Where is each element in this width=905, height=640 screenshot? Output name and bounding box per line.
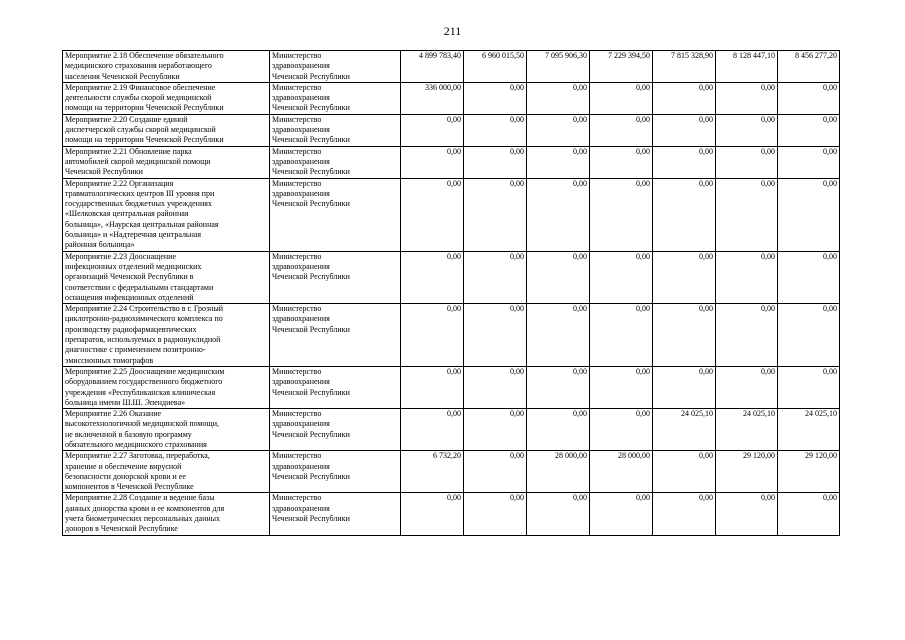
funding-value-cell: 0,00 <box>401 366 464 408</box>
executor-cell: Министерство здравоохранения Чеченской Республики <box>270 304 401 367</box>
funding-value-cell: 0,00 <box>464 493 527 535</box>
measure-name-cell: Мероприятие 2.21 Обновление парка автомобилей скорой медицинской помощи Чеченской Республики <box>63 146 270 178</box>
funding-value-cell: 24 025,10 <box>778 409 840 451</box>
funding-value-cell: 0,00 <box>716 304 778 367</box>
table-row <box>63 304 840 367</box>
executor-cell: Министерство здравоохранения Чеченской Республики <box>270 409 401 451</box>
funding-value-cell: 0,00 <box>464 251 527 303</box>
table-row <box>63 451 840 493</box>
funding-value-cell: 0,00 <box>653 304 716 367</box>
funding-value-cell: 0,00 <box>778 114 840 146</box>
table-row <box>63 114 840 146</box>
funding-value-cell: 0,00 <box>716 178 778 251</box>
measure-name-cell: Мероприятие 2.25 Дооснащение медицинским оборудованием государственного бюджетного учреждения «Республиканская клиническая больница имени Ш.Ш. Эпендиева» <box>63 366 270 408</box>
funding-value-cell: 6 732,20 <box>401 451 464 493</box>
table-row <box>63 82 840 114</box>
table-row <box>63 178 840 251</box>
budget-table <box>62 50 840 536</box>
funding-value-cell: 0,00 <box>464 451 527 493</box>
funding-value-cell: 0,00 <box>464 304 527 367</box>
measure-name-cell: Мероприятие 2.28 Создание и ведение базы данных донорства крови и ее компонентов для учета биометрических персональных данных доноров в Чеченской Республике <box>63 493 270 535</box>
funding-value-cell: 0,00 <box>401 251 464 303</box>
funding-value-cell: 0,00 <box>653 251 716 303</box>
funding-value-cell: 0,00 <box>653 82 716 114</box>
funding-value-cell: 0,00 <box>653 146 716 178</box>
funding-value-cell: 0,00 <box>590 178 653 251</box>
funding-value-cell: 24 025,10 <box>653 409 716 451</box>
funding-value-cell: 0,00 <box>590 304 653 367</box>
measure-name-cell: Мероприятие 2.24 Строительство в г. Грозный циклотронно-радиохимического комплекса по производству радиофармацевтических препаратов, используемых в радионуклидной диагностике с применением позитронно- эмиссионных томографов <box>63 304 270 367</box>
measure-name-cell: Мероприятие 2.19 Финансовое обеспечение деятельности службы скорой медицинской помощи на территории Чеченской Республики <box>63 82 270 114</box>
funding-value-cell: 24 025,10 <box>716 409 778 451</box>
funding-value-cell: 8 456 277,20 <box>778 51 840 83</box>
funding-value-cell: 29 120,00 <box>716 451 778 493</box>
table-row <box>63 146 840 178</box>
measure-name-cell: Мероприятие 2.23 Дооснащение инфекционных отделений медицинских организаций Чеченской Республики в соответствии с федеральными стандартами оснащения инфекционных отделений <box>63 251 270 303</box>
funding-value-cell: 0,00 <box>527 251 590 303</box>
executor-cell: Министерство здравоохранения Чеченской Республики <box>270 146 401 178</box>
funding-value-cell: 0,00 <box>590 82 653 114</box>
executor-cell: Министерство здравоохранения Чеченской Республики <box>270 366 401 408</box>
funding-value-cell: 0,00 <box>527 178 590 251</box>
funding-value-cell: 0,00 <box>464 178 527 251</box>
measure-name-cell: Мероприятие 2.27 Заготовка, переработка, хранение и обеспечение вирусной безопасности донорской крови и ее компонентов в Чеченской Республике <box>63 451 270 493</box>
funding-value-cell: 0,00 <box>527 304 590 367</box>
funding-value-cell: 0,00 <box>590 251 653 303</box>
funding-value-cell: 0,00 <box>716 82 778 114</box>
funding-value-cell: 7 815 328,90 <box>653 51 716 83</box>
funding-value-cell: 0,00 <box>401 146 464 178</box>
funding-value-cell: 0,00 <box>653 366 716 408</box>
funding-value-cell: 0,00 <box>590 493 653 535</box>
funding-value-cell: 0,00 <box>778 304 840 367</box>
measure-name-cell: Мероприятие 2.20 Создание единой диспетчерской службы скорой медицинской помощи на территории Чеченской Республики <box>63 114 270 146</box>
funding-value-cell: 28 000,00 <box>527 451 590 493</box>
funding-value-cell: 0,00 <box>527 82 590 114</box>
funding-value-cell: 0,00 <box>464 82 527 114</box>
table-row <box>63 366 840 408</box>
measure-name-cell: Мероприятие 2.26 Оказание высокотехнологичной медицинской помощи, не включенной в базовую программу обязательного медицинского страхования <box>63 409 270 451</box>
funding-value-cell: 0,00 <box>716 366 778 408</box>
funding-value-cell: 0,00 <box>653 451 716 493</box>
funding-value-cell: 0,00 <box>401 409 464 451</box>
funding-value-cell: 0,00 <box>778 493 840 535</box>
measure-name-cell: Мероприятие 2.18 Обеспечение обязательного медицинского страхования неработающего населения Чеченской Республики <box>63 51 270 83</box>
executor-cell: Министерство здравоохранения Чеченской Республики <box>270 451 401 493</box>
funding-value-cell: 0,00 <box>401 178 464 251</box>
funding-value-cell: 4 899 783,40 <box>401 51 464 83</box>
funding-value-cell: 0,00 <box>653 178 716 251</box>
table-row <box>63 493 840 535</box>
funding-value-cell: 0,00 <box>778 178 840 251</box>
funding-value-cell: 0,00 <box>527 146 590 178</box>
funding-value-cell: 336 000,00 <box>401 82 464 114</box>
funding-value-cell: 0,00 <box>590 146 653 178</box>
funding-value-cell: 0,00 <box>778 146 840 178</box>
funding-value-cell: 0,00 <box>464 114 527 146</box>
funding-value-cell: 0,00 <box>464 409 527 451</box>
funding-value-cell: 0,00 <box>778 251 840 303</box>
funding-value-cell: 0,00 <box>716 251 778 303</box>
funding-value-cell: 0,00 <box>401 114 464 146</box>
funding-value-cell: 6 960 015,50 <box>464 51 527 83</box>
funding-value-cell: 28 000,00 <box>590 451 653 493</box>
funding-value-cell: 0,00 <box>590 366 653 408</box>
funding-value-cell: 0,00 <box>464 146 527 178</box>
funding-value-cell: 0,00 <box>778 366 840 408</box>
funding-value-cell: 8 128 447,10 <box>716 51 778 83</box>
funding-value-cell: 29 120,00 <box>778 451 840 493</box>
funding-value-cell: 0,00 <box>778 82 840 114</box>
page-number: 211 <box>443 24 462 38</box>
funding-value-cell: 7 095 906,30 <box>527 51 590 83</box>
measure-name-cell: Мероприятие 2.22 Организация травматологических центров III уровня при государственных бюджетных учреждениях «Шелковская центральная районная больница», «Наурская центральная районная больница» и «Надтеречная центральная районная больница» <box>63 178 270 251</box>
funding-value-cell: 0,00 <box>716 146 778 178</box>
table-row <box>63 409 840 451</box>
funding-value-cell: 0,00 <box>716 493 778 535</box>
table-row <box>63 251 840 303</box>
funding-value-cell: 0,00 <box>401 493 464 535</box>
executor-cell: Министерство здравоохранения Чеченской Республики <box>270 82 401 114</box>
executor-cell: Министерство здравоохранения Чеченской Республики <box>270 251 401 303</box>
table-row <box>63 51 840 83</box>
executor-cell: Министерство здравоохранения Чеченской Республики <box>270 493 401 535</box>
funding-value-cell: 0,00 <box>464 366 527 408</box>
funding-value-cell: 0,00 <box>590 409 653 451</box>
funding-value-cell: 0,00 <box>401 304 464 367</box>
executor-cell: Министерство здравоохранения Чеченской Республики <box>270 114 401 146</box>
executor-cell: Министерство здравоохранения Чеченской Республики <box>270 51 401 83</box>
funding-value-cell: 0,00 <box>653 493 716 535</box>
funding-value-cell: 7 229 394,50 <box>590 51 653 83</box>
funding-value-cell: 0,00 <box>590 114 653 146</box>
executor-cell: Министерство здравоохранения Чеченской Республики <box>270 178 401 251</box>
funding-value-cell: 0,00 <box>527 366 590 408</box>
funding-value-cell: 0,00 <box>716 114 778 146</box>
funding-value-cell: 0,00 <box>527 409 590 451</box>
funding-value-cell: 0,00 <box>653 114 716 146</box>
funding-value-cell: 0,00 <box>527 114 590 146</box>
table-body <box>63 51 840 536</box>
funding-value-cell: 0,00 <box>527 493 590 535</box>
